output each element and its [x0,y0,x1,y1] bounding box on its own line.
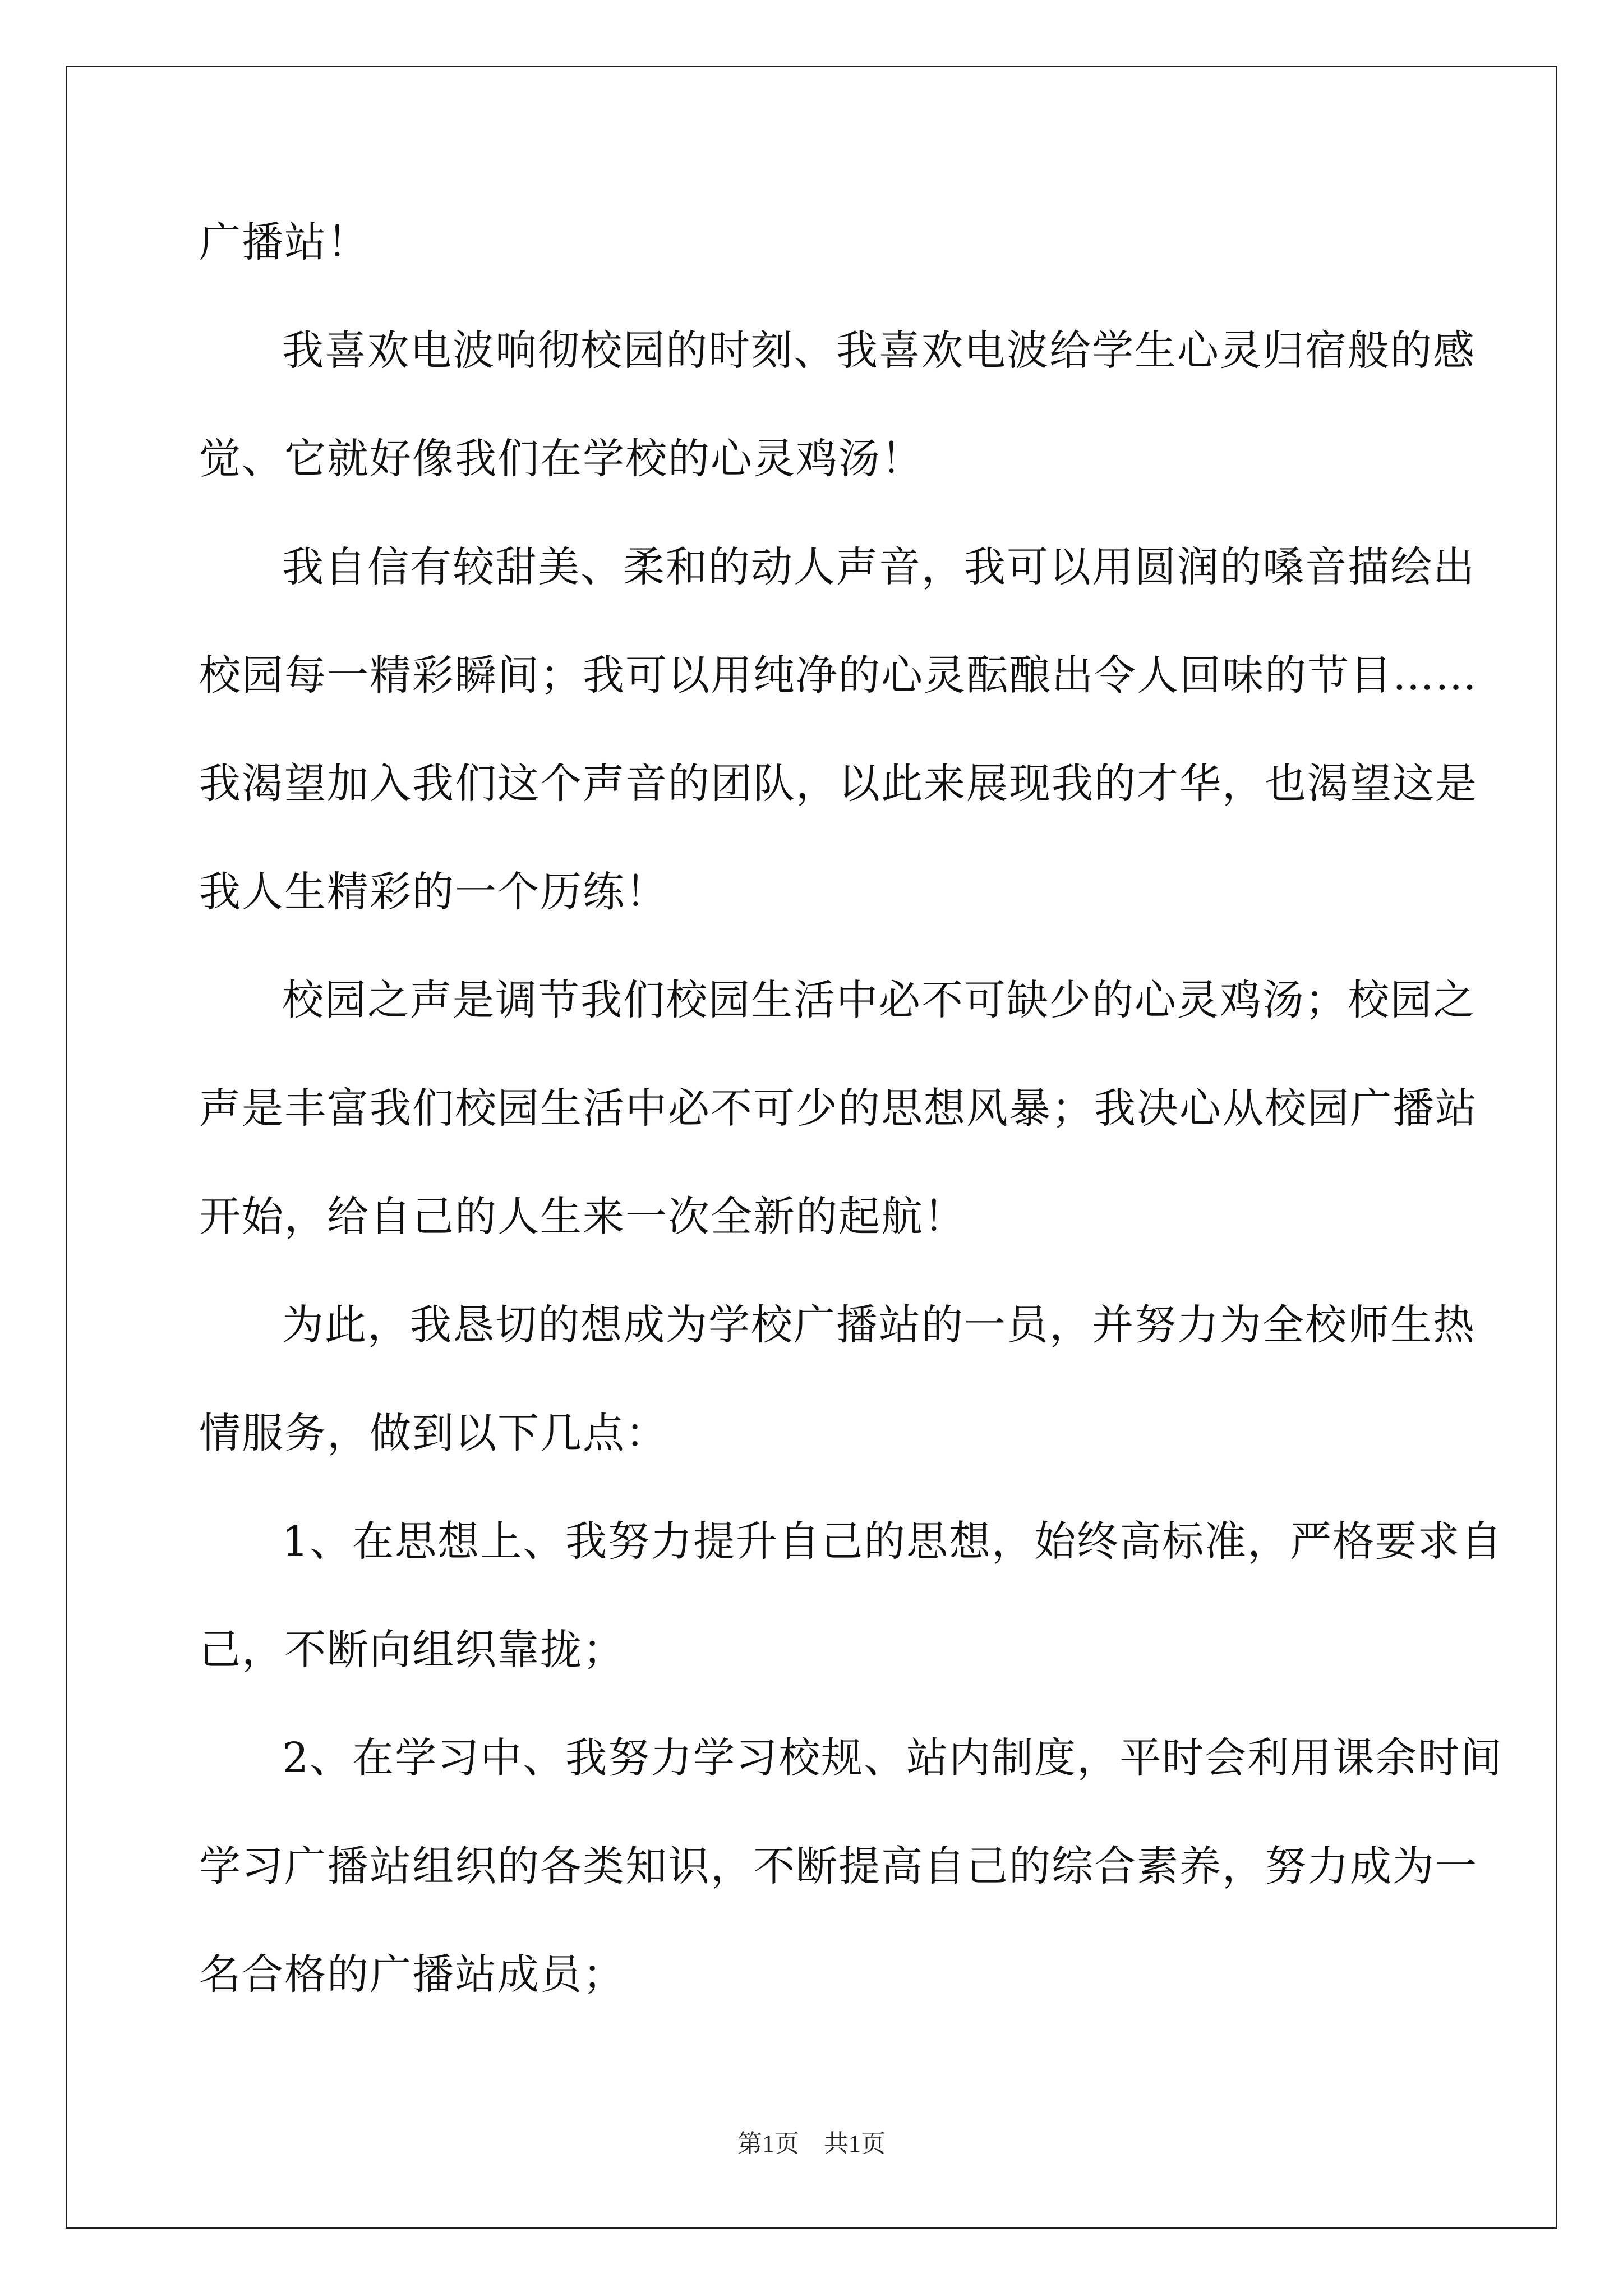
text-line: 己，不断向组织靠拢； [199,1626,625,1674]
page-border [66,66,1557,2229]
text-line: 开始，给自己的人生来一次全新的起航！ [199,1193,966,1241]
text-line: 学习广播站组织的各类知识，不断提高自己的综合素养，努力成为一 [199,1842,1478,1890]
text-line: 1、在思想上、我努力提升自己的思想，始终高标准，严格要求自 [282,1517,1504,1566]
text-line: 我渴望加入我们这个声音的团队，以此来展现我的才华，也渴望这是 [199,760,1478,808]
text-line: 情服务，做到以下几点： [199,1409,668,1457]
text-line: 我人生精彩的一个历练！ [199,868,668,916]
text-line: 为此，我恳切的想成为学校广播站的一员，并努力为全校师生热 [282,1301,1476,1349]
text-line: 广播站！ [199,218,370,266]
text-line: 声是丰富我们校园生活中必不可少的思想风暴；我决心从校园广播站 [199,1084,1478,1133]
text-line: 觉、它就好像我们在学校的心灵鸡汤！ [199,435,924,483]
page-number: 第1页 共1页 [737,2130,886,2157]
text-line: 校园每一精彩瞬间；我可以用纯净的心灵酝酿出令人回味的节目…… [199,651,1478,700]
text-line: 我自信有较甜美、柔和的动人声音，我可以用圆润的嗓音描绘出 [282,543,1476,591]
text-line: 2、在学习中、我努力学习校规、站内制度，平时会利用课余时间 [282,1734,1504,1782]
text-line: 名合格的广播站成员； [199,1950,625,1999]
text-line: 我喜欢电波响彻校园的时刻、我喜欢电波给学生心灵归宿般的感 [282,326,1476,375]
text-line: 校园之声是调节我们校园生活中必不可缺少的心灵鸡汤；校园之 [282,976,1476,1024]
